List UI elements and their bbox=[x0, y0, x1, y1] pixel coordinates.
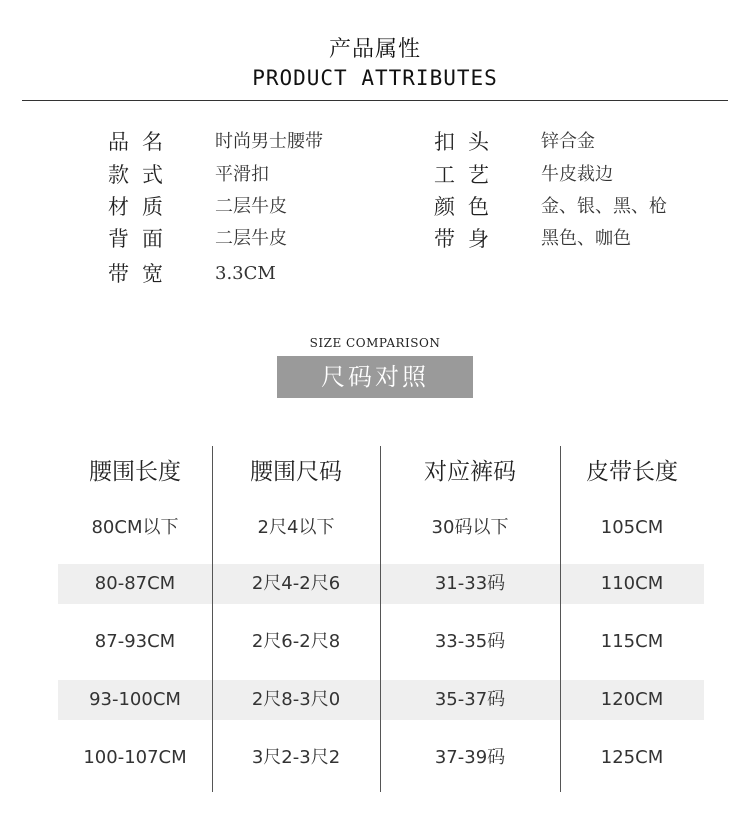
table-cell: 105CM bbox=[600, 517, 664, 538]
table-cell: 120CM bbox=[600, 689, 664, 710]
header-divider bbox=[22, 100, 728, 101]
table-cell: 35-37码 bbox=[434, 689, 506, 710]
table-header-cell: 腰围长度 bbox=[89, 459, 181, 485]
table-row bbox=[58, 738, 704, 778]
table-cell: 80CM以下 bbox=[91, 517, 179, 538]
table-cell: 110CM bbox=[600, 573, 664, 594]
table-row bbox=[58, 564, 704, 604]
table-cell: 37-39码 bbox=[434, 747, 506, 768]
table-cell: 3尺2-3尺2 bbox=[251, 747, 341, 768]
table-cell: 30码以下 bbox=[431, 517, 509, 538]
table-cell: 87-93CM bbox=[94, 631, 176, 652]
attribute-key: 带宽 bbox=[108, 262, 176, 286]
size-section-banner bbox=[277, 356, 473, 398]
attribute-key: 工艺 bbox=[434, 163, 502, 187]
column-divider bbox=[560, 446, 561, 792]
attribute-value: 平滑扣 bbox=[215, 164, 269, 185]
table-cell: 100-107CM bbox=[83, 747, 187, 768]
table-header-cell: 腰围尺码 bbox=[250, 459, 342, 485]
table-cell: 80-87CM bbox=[94, 573, 176, 594]
attribute-value: 牛皮裁边 bbox=[541, 164, 613, 185]
page-header bbox=[0, 36, 750, 90]
table-row bbox=[58, 622, 704, 662]
table-cell: 33-35码 bbox=[434, 631, 506, 652]
table-cell: 125CM bbox=[600, 747, 664, 768]
table-cell: 93-100CM bbox=[89, 689, 181, 710]
page-title-en: PRODUCT ATTRIBUTES bbox=[252, 66, 498, 90]
size-section-title: 尺码对照 bbox=[321, 363, 429, 391]
attribute-key: 扣头 bbox=[434, 130, 502, 154]
table-row bbox=[58, 508, 704, 548]
attribute-key: 材质 bbox=[108, 195, 176, 219]
attribute-key: 品名 bbox=[108, 130, 176, 154]
attribute-value: 锌合金 bbox=[541, 131, 595, 152]
column-divider bbox=[380, 446, 381, 792]
table-cell: 2尺8-3尺0 bbox=[251, 689, 341, 710]
attributes-list bbox=[0, 127, 750, 297]
attribute-key: 背面 bbox=[108, 227, 176, 251]
attribute-value: 3.3CM bbox=[215, 263, 276, 284]
attribute-value: 二层牛皮 bbox=[215, 228, 287, 249]
table-cell: 2尺4以下 bbox=[257, 517, 335, 538]
table-cell: 2尺4-2尺6 bbox=[251, 573, 341, 594]
attribute-value: 二层牛皮 bbox=[215, 196, 287, 217]
table-header-cell: 皮带长度 bbox=[586, 459, 678, 485]
attribute-key: 带身 bbox=[434, 227, 502, 251]
page-title-cn: 产品属性 bbox=[328, 37, 421, 62]
table-cell: 115CM bbox=[600, 631, 664, 652]
attribute-key: 颜色 bbox=[434, 195, 502, 219]
table-header-cell: 对应裤码 bbox=[424, 459, 516, 485]
size-section-subtitle: SIZE COMPARISON bbox=[309, 336, 441, 350]
table-row bbox=[58, 680, 704, 720]
column-divider bbox=[212, 446, 213, 792]
attribute-value: 金、银、黑、枪 bbox=[541, 196, 667, 217]
attribute-value: 时尚男士腰带 bbox=[215, 131, 323, 152]
attribute-key: 款式 bbox=[108, 163, 176, 187]
table-cell: 31-33码 bbox=[434, 573, 506, 594]
attribute-value: 黑色、咖色 bbox=[541, 228, 631, 249]
table-cell: 2尺6-2尺8 bbox=[251, 631, 341, 652]
size-table bbox=[58, 446, 704, 792]
